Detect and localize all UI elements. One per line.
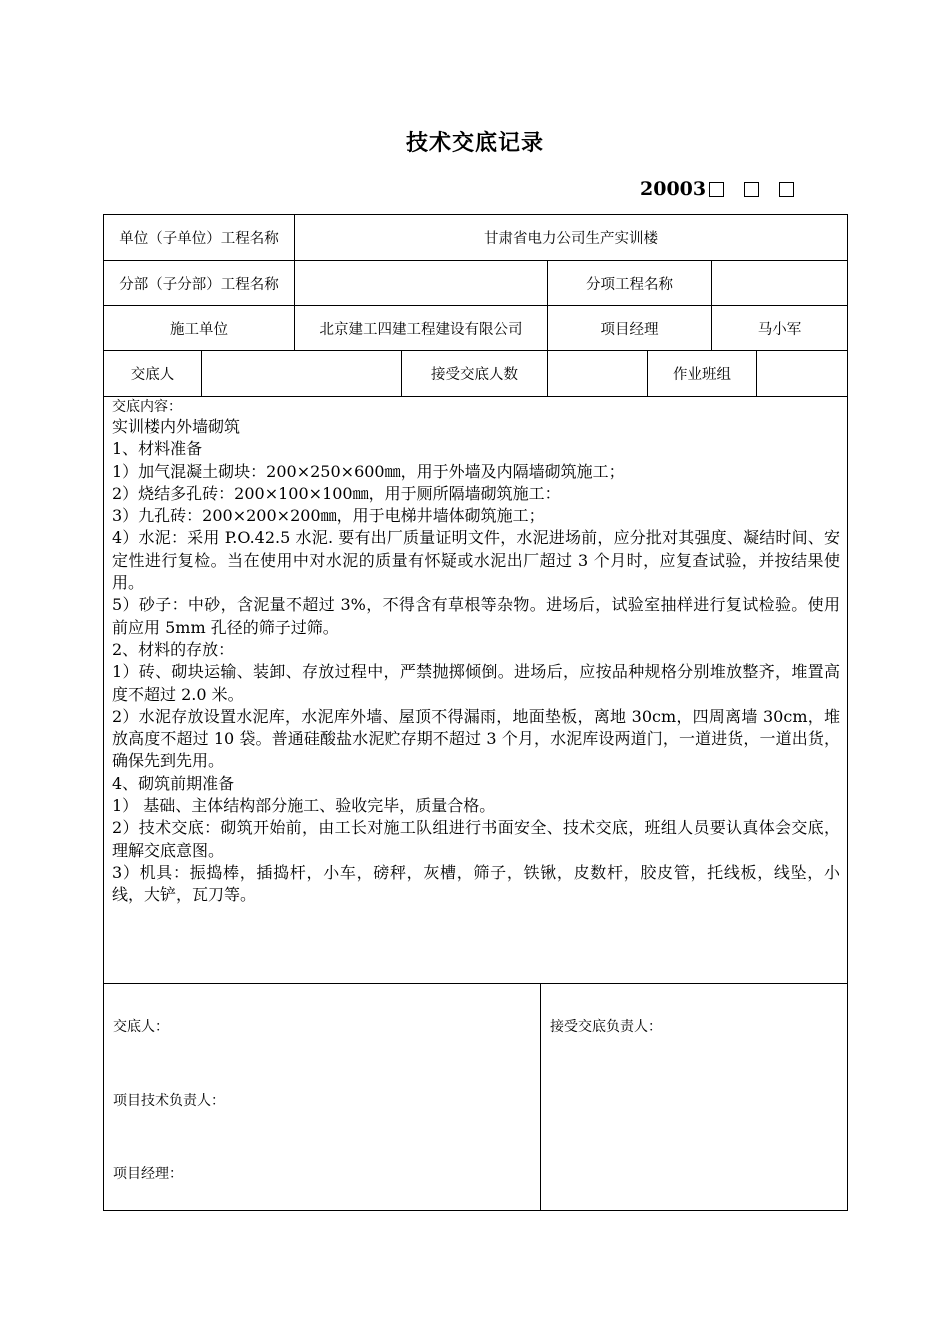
content-line: 实训楼内外墙砌筑 [112, 417, 241, 436]
presenter-label: 交底人 [130, 367, 175, 383]
presenter-signature-label: 交底人： [113, 1019, 169, 1035]
content-line: 3）九孔砖：200×200×200㎜，用于电梯井墙体砌筑施工； [112, 506, 545, 526]
receivers-value[interactable] [548, 351, 647, 396]
content-line: 1）加气混凝土砌块：200×250×600㎜，用于外墙及内隔墙砌筑施工； [112, 461, 625, 481]
content-line: 2）水泥存放设置水泥库，水泥库外墙、屋顶不得漏雨，地面垫板，离地 30cm，四周离墙 30cm，堆放高度不超过 10 袋。普通硅酸盐水泥贮存期不超过 3 个月，水泥库设两道门，一道进货，一道出货，确保先到先用。 [112, 706, 840, 771]
column-divider [540, 983, 541, 1211]
contractor-label: 施工单位 [170, 321, 228, 338]
team-value[interactable] [757, 351, 847, 396]
content-line: 2、材料的存放： [112, 639, 235, 659]
content-line: 4、砌筑前期准备 [112, 773, 235, 793]
contractor-value[interactable]: 北京建工四建工程建设有限公司 [319, 321, 523, 338]
row-divider [103, 983, 848, 984]
manager-label: 项目经理 [600, 321, 659, 338]
code-checkbox[interactable] [744, 182, 759, 197]
sub-project-value[interactable] [295, 261, 547, 305]
content-line: 2）烧结多孔砖：200×100×100㎜，用于厕所隔墙砌筑施工： [112, 483, 561, 503]
presenter-value[interactable] [202, 351, 401, 396]
briefing-content [112, 398, 840, 907]
tech-lead-signature-label: 项目技术负责人： [113, 1093, 225, 1109]
project-manager-signature-label: 项目经理： [113, 1166, 183, 1182]
content-label: 交底内容： [112, 399, 182, 415]
sub-project-label: 分部（子分部）工程名称 [119, 276, 279, 293]
content-line: 5）砂子：中砂，含泥量不超过 3%，不得含有草根等杂物。进场后，试验室抽样进行复试检验。使用前应用 5mm 孔径的筛子过筛。 [112, 595, 840, 637]
team-label: 作业班组 [673, 367, 731, 383]
content-line: 1、材料准备 [112, 439, 203, 459]
manager-value[interactable]: 马小军 [757, 321, 802, 338]
content-line: 1） 基础、主体结构部分施工、验收完毕，质量合格。 [112, 796, 496, 816]
code-checkbox[interactable] [779, 182, 794, 197]
project-name-value[interactable]: 甘肃省电力公司生产实训楼 [484, 231, 658, 247]
row-divider [103, 396, 848, 397]
receivers-label: 接受交底人数 [431, 367, 518, 383]
content-line: 3）机具：振捣棒，插捣杆，小车，磅秤，灰槽，筛子，铁锹，皮数杆，胶皮管，托线板，线坠，小线，大铲，瓦刀等。 [112, 862, 840, 905]
document-code [640, 178, 794, 200]
content-line: 2）技术交底：砌筑开始前，由工长对施工队组进行书面安全、技术交底，班组人员要认真体会交底，理解交底意图。 [112, 818, 840, 860]
item-project-label: 分项工程名称 [586, 276, 673, 293]
document-code-number: 20003 [640, 178, 707, 200]
item-project-value[interactable] [712, 261, 847, 305]
receiver-lead-signature-label: 接受交底负责人： [550, 1019, 662, 1035]
content-line: 4）水泥：采用 P.O.42.5 水泥. 要有出厂质量证明文件，水泥进场前，应分批对其强度、凝结时间、安定性进行复检。当在使用中对水泥的质量有怀疑或水泥出厂超过 3 个月时，应复查试验，并按结果使用。 [112, 528, 840, 593]
project-name-label: 单位（子单位）工程名称 [119, 231, 279, 247]
content-line: 1）砖、砌块运输、装卸、存放过程中，严禁抛掷倾倒。进场后，应按品种规格分别堆放整齐，堆置高度不超过 2.0 米。 [112, 662, 840, 704]
code-checkbox[interactable] [709, 182, 724, 197]
page-title: 技术交底记录 [405, 130, 544, 156]
